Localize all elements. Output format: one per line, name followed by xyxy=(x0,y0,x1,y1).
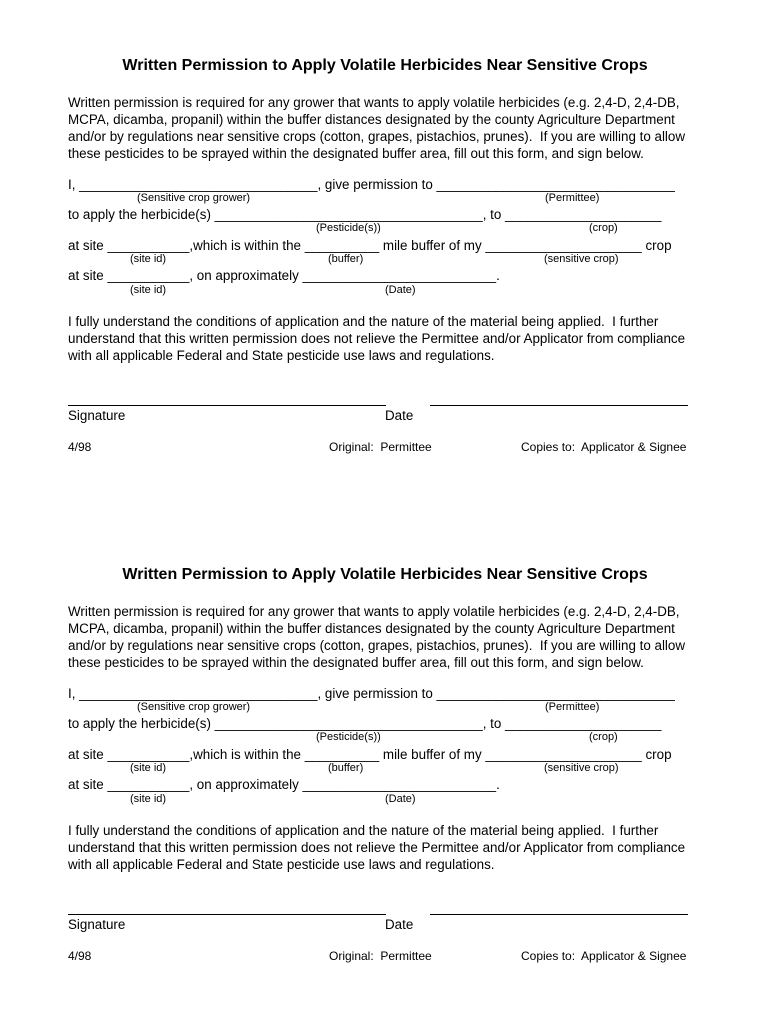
copies-note: Copies to: Applicator & Signee xyxy=(521,440,687,454)
herbicide-crop-line: to apply the herbicide(s) ____________________________________, to _____________________ xyxy=(68,716,662,731)
site-date-line: at site ___________, on approximately __________________________. xyxy=(68,777,500,792)
grower-permittee-line: I, ________________________________, give permission to ________________________________ xyxy=(68,177,675,192)
intro-line: MCPA, dicamba, propanil) within the buffer distances designated by the county Agriculture Department xyxy=(68,112,675,127)
crop-caption: (crop) xyxy=(589,731,618,743)
site-id-caption: (site id) xyxy=(130,793,167,805)
statement-line: understand that this written permission does not relieve the Permittee and/or Applicator from compliance xyxy=(68,840,686,855)
crop-caption: (crop) xyxy=(589,222,618,234)
signature-line[interactable] xyxy=(68,405,386,406)
intro-line: and/or by regulations near sensitive crops (cotton, grapes, pistachios, prunes). If you are willing to allow xyxy=(68,129,686,144)
site-id-caption: (site id) xyxy=(130,284,167,296)
permittee-caption: (Permittee) xyxy=(545,192,600,204)
original-note: Original: Permittee xyxy=(329,949,432,963)
intro-line: MCPA, dicamba, propanil) within the buffer distances designated by the county Agriculture Department xyxy=(68,621,675,636)
date-line[interactable] xyxy=(430,405,688,406)
intro-line: and/or by regulations near sensitive crops (cotton, grapes, pistachios, prunes). If you are willing to allow xyxy=(68,638,686,653)
site-id-caption: (site id) xyxy=(130,253,167,265)
statement-line: understand that this written permission does not relieve the Permittee and/or Applicator from compliance xyxy=(68,331,686,346)
grower-permittee-line: I, ________________________________, give permission to ________________________________ xyxy=(68,686,675,701)
pesticide-caption: (Pesticide(s)) xyxy=(316,731,381,743)
form-title: Written Permission to Apply Volatile Herbicides Near Sensitive Crops xyxy=(122,566,648,583)
signature-line[interactable] xyxy=(68,914,386,915)
intro-line: these pesticides to be sprayed within the designated buffer area, fill out this form, and sign below. xyxy=(68,146,644,161)
revision-date: 4/98 xyxy=(68,440,92,454)
buffer-caption: (buffer) xyxy=(328,762,364,774)
statement-line: I fully understand the conditions of application and the nature of the material being applied. I further xyxy=(68,823,659,838)
permission-form-1 xyxy=(0,0,770,500)
grower-caption: (Sensitive crop grower) xyxy=(137,701,251,713)
statement-line: I fully understand the conditions of application and the nature of the material being applied. I further xyxy=(68,314,659,329)
statement-line: with all applicable Federal and State pesticide use laws and regulations. xyxy=(68,348,495,363)
intro-line: Written permission is required for any grower that wants to apply volatile herbicides (e.g. 2,4-D, 2,4-DB, xyxy=(68,604,680,619)
date-label: Date xyxy=(385,917,414,932)
intro-line: these pesticides to be sprayed within the designated buffer area, fill out this form, and sign below. xyxy=(68,655,644,670)
date-caption: (Date) xyxy=(385,793,416,805)
herbicide-crop-line: to apply the herbicide(s) ____________________________________, to _____________________ xyxy=(68,207,662,222)
copies-note: Copies to: Applicator & Signee xyxy=(521,949,687,963)
site-date-line: at site ___________, on approximately __________________________. xyxy=(68,268,500,283)
signature-label: Signature xyxy=(68,917,126,932)
statement-line: with all applicable Federal and State pesticide use laws and regulations. xyxy=(68,857,495,872)
revision-date: 4/98 xyxy=(68,949,92,963)
site-buffer-line: at site ___________,which is within the __________ mile buffer of my _____________________ crop xyxy=(68,747,672,762)
site-buffer-line: at site ___________,which is within the __________ mile buffer of my _____________________ crop xyxy=(68,238,672,253)
signature-label: Signature xyxy=(68,408,126,423)
grower-caption: (Sensitive crop grower) xyxy=(137,192,251,204)
intro-line: Written permission is required for any grower that wants to apply volatile herbicides (e.g. 2,4-D, 2,4-DB, xyxy=(68,95,680,110)
permittee-caption: (Permittee) xyxy=(545,701,600,713)
permission-form-2 xyxy=(0,509,770,1009)
sensitive-crop-caption: (sensitive crop) xyxy=(544,762,619,774)
form-title: Written Permission to Apply Volatile Herbicides Near Sensitive Crops xyxy=(122,57,648,74)
site-id-caption: (site id) xyxy=(130,762,167,774)
sensitive-crop-caption: (sensitive crop) xyxy=(544,253,619,265)
buffer-caption: (buffer) xyxy=(328,253,364,265)
date-label: Date xyxy=(385,408,414,423)
date-caption: (Date) xyxy=(385,284,416,296)
pesticide-caption: (Pesticide(s)) xyxy=(316,222,381,234)
date-line[interactable] xyxy=(430,914,688,915)
original-note: Original: Permittee xyxy=(329,440,432,454)
